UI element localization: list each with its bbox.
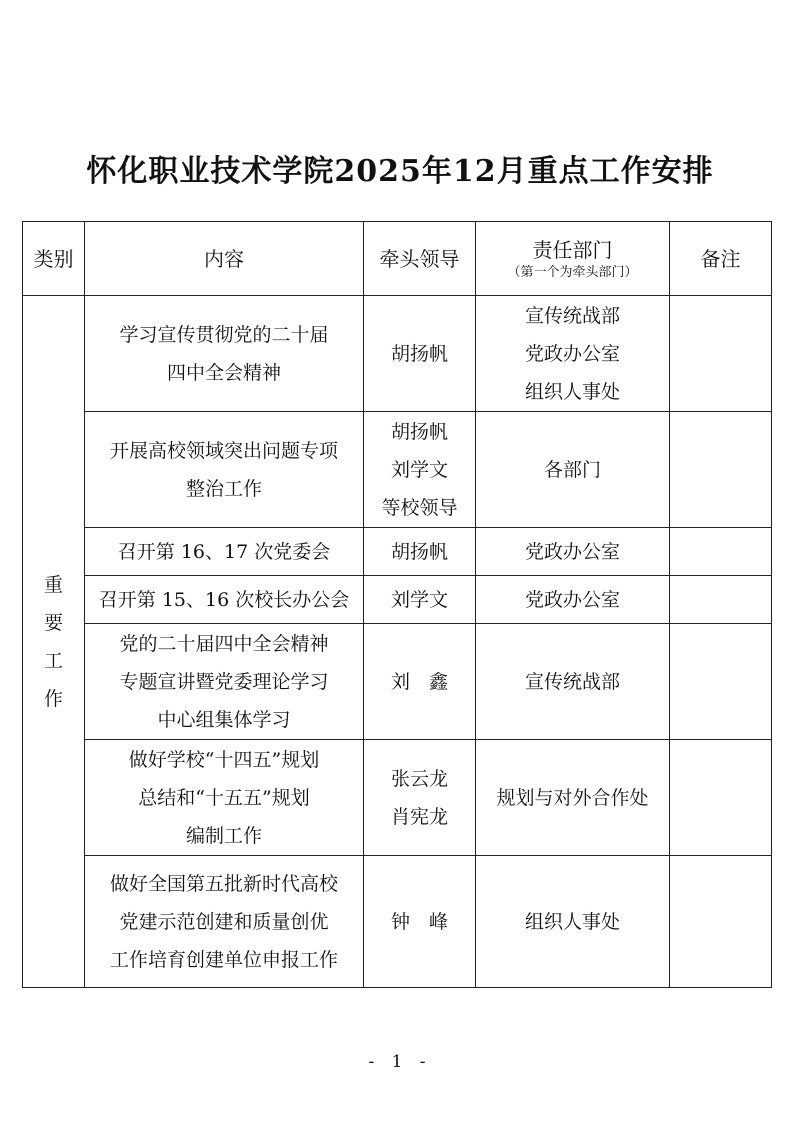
leader-cell: [364, 856, 476, 988]
department-line: 各部门: [543, 458, 601, 481]
table-header-row: [23, 222, 772, 296]
department-line: 党政办公室: [524, 588, 620, 611]
header-department-note: （第一个为牵头部门）: [507, 264, 638, 280]
department-cell: [476, 624, 670, 740]
category-char: 作: [43, 687, 63, 710]
remarks-cell: [670, 576, 772, 624]
content-line: 专题宣讲暨党委理论学习: [119, 670, 329, 693]
remarks-cell: [670, 740, 772, 856]
content-line: 做好学校“十四五”规划: [128, 748, 320, 771]
leader-line: 刘 鑫: [390, 670, 448, 693]
remarks-cell: [670, 296, 772, 412]
content-line: 开展高校领域突出问题专项: [109, 439, 338, 462]
remarks-cell: [670, 856, 772, 988]
category-char: 要: [43, 611, 63, 634]
content-line: 召开第 16、17 次党委会: [117, 540, 331, 563]
content-cell: [85, 576, 364, 624]
leader-line: 等校领导: [381, 496, 458, 519]
leader-line: 胡扬帆: [390, 540, 448, 563]
department-cell: [476, 576, 670, 624]
category-char: 工: [43, 649, 63, 672]
table-row: [23, 412, 772, 528]
department-cell: [476, 528, 670, 576]
leader-line: 钟 峰: [390, 910, 448, 933]
content-line: 编制工作: [185, 824, 262, 847]
leader-cell: [364, 624, 476, 740]
department-line: 组织人事处: [524, 380, 620, 403]
header-content: 内容: [85, 222, 364, 296]
header-leader: 牵头领导: [364, 222, 476, 296]
content-cell: [85, 624, 364, 740]
department-cell: [476, 740, 670, 856]
content-cell: [85, 856, 364, 988]
leader-line: 胡扬帆: [390, 420, 448, 443]
document-title: 怀化职业技术学院2025年12月重点工作安排: [86, 154, 714, 189]
remarks-cell: [670, 624, 772, 740]
department-line: 宣传统战部: [524, 670, 620, 693]
leader-line: 肖宪龙: [390, 805, 448, 828]
content-cell: [85, 528, 364, 576]
content-line: 中心组集体学习: [157, 708, 291, 731]
work-plan-table: [22, 221, 772, 988]
leader-cell: [364, 528, 476, 576]
department-line: 党政办公室: [524, 540, 620, 563]
content-cell: [85, 740, 364, 856]
table-row: [23, 296, 772, 412]
content-line: 工作培育创建单位申报工作: [109, 948, 338, 971]
content-line: 学习宣传贯彻党的二十届: [119, 323, 329, 346]
page-number: - 1 -: [368, 1052, 432, 1072]
content-line: 党建示范创建和质量创优: [119, 910, 329, 933]
content-line: 整治工作: [185, 477, 262, 500]
department-line: 组织人事处: [524, 910, 620, 933]
leader-line: 刘学文: [390, 588, 448, 611]
header-department-label: 责任部门: [532, 237, 613, 262]
leader-cell: [364, 412, 476, 528]
header-category: 类别: [23, 222, 85, 296]
leader-cell: [364, 740, 476, 856]
content-line: 总结和“十五五”规划: [138, 786, 310, 809]
content-cell: [85, 296, 364, 412]
content-cell: [85, 412, 364, 528]
content-line: 党的二十届四中全会精神: [119, 632, 329, 655]
department-cell: [476, 412, 670, 528]
content-line: 四中全会精神: [166, 361, 281, 384]
leader-line: 刘学文: [390, 458, 448, 481]
table-row: [23, 624, 772, 740]
department-line: 规划与对外合作处: [496, 786, 649, 809]
table-row: [23, 740, 772, 856]
department-cell: [476, 296, 670, 412]
header-remarks: 备注: [670, 222, 772, 296]
category-cell: [23, 296, 85, 988]
leader-line: 张云龙: [390, 767, 448, 790]
table-row: [23, 856, 772, 988]
header-department: [476, 222, 670, 296]
content-line: 召开第 15、16 次校长办公会: [98, 588, 350, 611]
category-char: 重: [43, 573, 63, 596]
department-cell: [476, 856, 670, 988]
department-line: 宣传统战部: [524, 304, 620, 327]
remarks-cell: [670, 412, 772, 528]
department-line: 党政办公室: [524, 342, 620, 365]
remarks-cell: [670, 528, 772, 576]
table-row: [23, 576, 772, 624]
table-row: [23, 528, 772, 576]
content-line: 做好全国第五批新时代高校: [109, 872, 338, 895]
leader-cell: [364, 296, 476, 412]
leader-cell: [364, 576, 476, 624]
leader-line: 胡扬帆: [390, 342, 448, 365]
